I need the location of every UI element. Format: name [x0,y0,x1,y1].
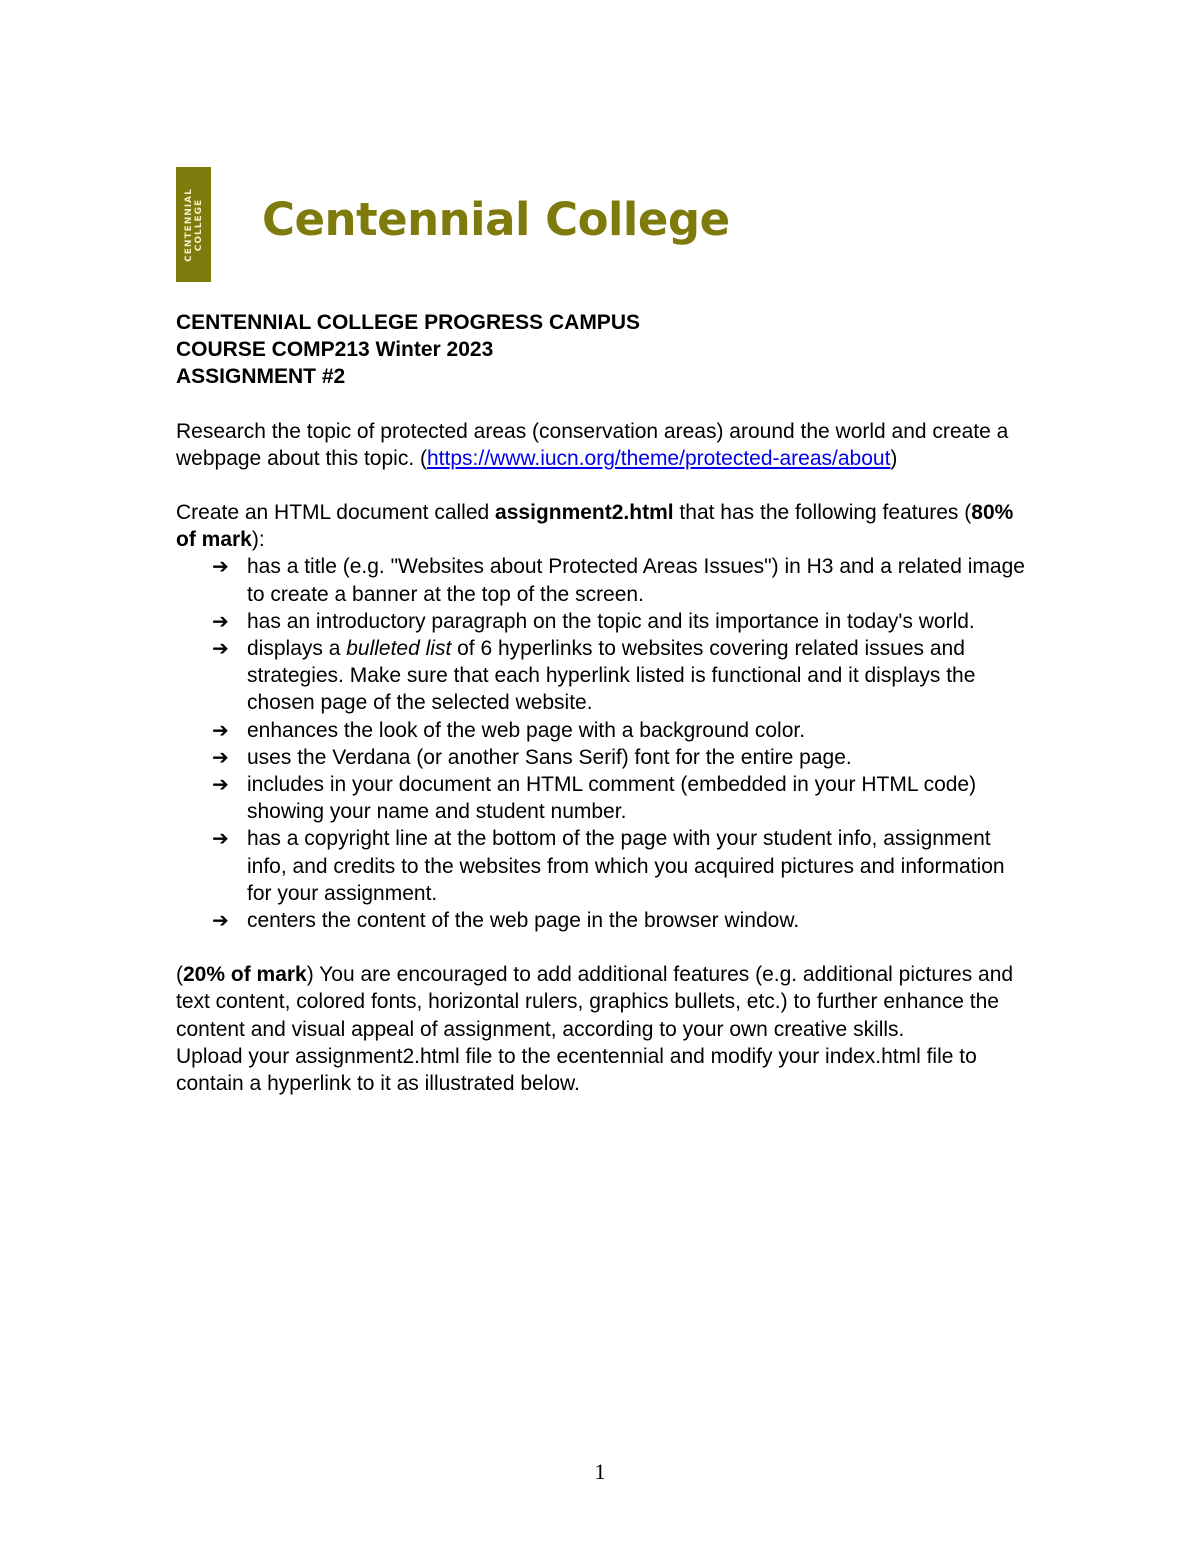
list-item-italic: bulleted list [346,637,452,661]
college-wordmark: Centennial College [262,193,730,246]
upload-paragraph: Upload your assignment2.html file to the ecentennial and modify your index.html file to contain a hyperlink to it as illustrated below. [176,1044,977,1096]
arrow-bullet-icon: ➔ [212,908,229,933]
logo-mark-line1: CENTENNIAL [183,187,194,262]
list-item-text: has an introductory paragraph on the topic and its importance in today's world. [247,609,975,633]
list-item [176,744,1026,771]
list-item [176,608,1026,635]
filename-bold: assignment2.html [495,501,674,525]
arrow-bullet-icon: ➔ [212,608,229,633]
mark-bold: 80% of mark [176,501,1014,552]
spacer [176,934,1026,961]
arrow-bullet-icon: ➔ [212,554,229,579]
arrow-bullet-icon: ➔ [212,636,229,661]
extra-text: ) You are encouraged to add additional features (e.g. additional pictures and text content, colored fonts, horizontal rulers, graphics bullets, etc.) to further enhance the content and visual appeal of assignment, according to your own creative skills. [176,963,1014,1041]
college-logo-mark [176,167,211,282]
requirements-list [176,553,1026,934]
list-item [176,553,1026,607]
intro-text-end: ) [890,446,898,470]
lead-text: Create an HTML document called [176,501,496,525]
document-body [176,309,1026,1097]
arrow-bullet-icon: ➔ [212,744,229,769]
arrow-bullet-icon: ➔ [212,826,229,851]
arrow-bullet-icon: ➔ [212,772,229,797]
intro-text: Research the topic of protected areas (conservation areas) around the world and create a webpage about this topic. ( [176,419,1009,470]
lead-text-end: ): [251,528,265,552]
iucn-link[interactable]: https://www.iucn.org/theme/protected-areas/about [427,446,891,470]
intro-paragraph [176,418,1026,472]
arrow-bullet-icon: ➔ [212,717,229,742]
list-item [176,717,1026,744]
spacer [176,391,1026,418]
assignment-heading: ASSIGNMENT #2 [176,365,346,389]
list-item [176,635,1026,717]
list-item [176,825,1026,907]
list-item [176,907,1026,934]
extra-open: ( [176,963,183,987]
requirements-lead [176,499,1026,553]
course-heading: COURSE COMP213 Winter 2023 [176,338,494,362]
logo-mark-text [184,188,204,262]
logo-mark-line2: COLLEGE [193,198,204,251]
list-item-text: has a title (e.g. "Websites about Protected Areas Issues") in H3 and a related image to create a banner at the top of the screen. [247,555,1025,606]
list-item-text: uses the Verdana (or another Sans Serif) font for the entire page. [247,745,852,769]
list-item [176,771,1026,825]
campus-heading: CENTENNIAL COLLEGE PROGRESS CAMPUS [176,311,640,334]
list-item-text: enhances the look of the web page with a background color. [247,718,806,742]
list-item-text: has a copyright line at the bottom of the page with your student info, assignment info, and credits to the websites from which you acquired pictures and information for your assignment. [247,827,1005,905]
lead-text-2: that has the following features ( [673,501,972,525]
list-item-text: includes in your document an HTML comment (embedded in your HTML code) showing your name and student number. [247,773,977,824]
extra-features-paragraph [176,961,1026,1043]
list-item-text: centers the content of the web page in the browser window. [247,909,800,933]
extra-mark-bold: 20% of mark [183,963,307,987]
spacer [176,472,1026,499]
list-item-text: of 6 hyperlinks to websites covering related issues and strategies. Make sure that each hyperlink listed is functional and it displays the chosen page of the selected website. [247,637,976,715]
page-number: 1 [594,1459,606,1484]
list-item-text: displays a [247,637,347,661]
